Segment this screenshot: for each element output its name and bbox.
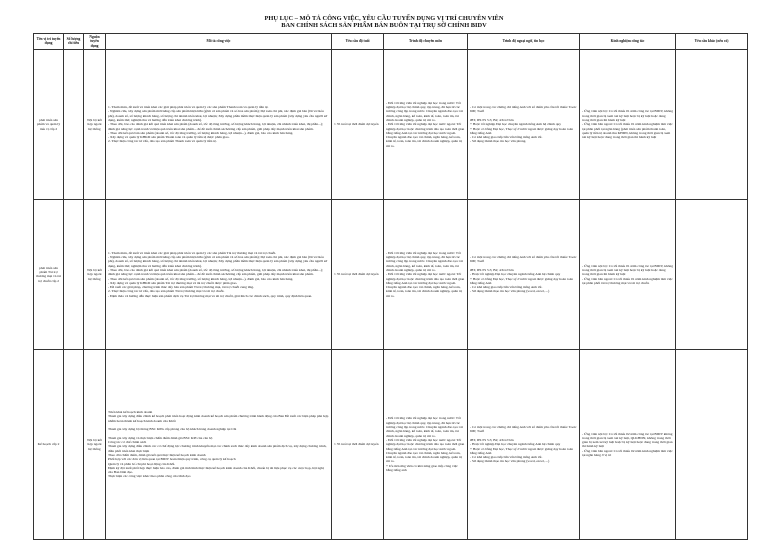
document-title-line-1: PHỤ LỤC – MÔ TẢ CÔNG VIỆC, YÊU CẦU TUYỂN DỤNG VỊ TRÍ CHUYÊN VIÊN — [264, 15, 504, 22]
column-header-position: Tên vị trí tuyển dụng — [34, 34, 64, 50]
table-row — [34, 49, 748, 199]
cell-experience: - Ứng viên nội bộ: Có tối thiểu 01 năm công tác tại BIDV, không trong thời gian bị xem xét kỷ luật hoặc bị kỷ luật hoặc đang trong thời gian thi hành kỷ luật - Ứng viên bên ngoài: Có tối thiểu 01 năm kinh nghiệm làm việc tại phân phối tài trợ thương mại và tài trợ chuỗi. — [580, 199, 676, 349]
table-header-row — [34, 34, 748, 50]
cell-language: - Có một trong các chứng chỉ tiếng Anh với số điểm yêu cầu tối thiểu: Toeic 600; Toefl iBT, IELTS 5.5; B2; 4/6 trở lên - Hoặc tốt nghiệp Đại học chuyên ngành tiếng Anh hệ chính quy + Hoặc có bằng Đại học, Thạc sỹ ở nước ngoài được giảng dạy hoàn toàn bằng tiếng Anh - Có khả năng giao tiếp bằn vấn bằng tiếng Anh tốt. - Sử dụng thành thạo tin học văn phòng (word, excel, ...) — [468, 349, 580, 539]
column-header-age: Yêu cầu độ tuổi — [332, 34, 384, 50]
cell-quantity — [64, 349, 84, 539]
cell-description: 1. Tham mưu, đề xuất và triển khai các giải pháp phát triển và quản lý các sản phẩm Tài trợ thương mại và tài trợ chuỗi. - Nghiên cứu, xây dựng sản phẩm mới/nâng cấp sản phẩm hiện hữu (gồm cả sản phẩm và số hóa sản phẩm); Dự toán chi phí, xác định giá bán (lãi và biểu phí), doanh số, số lượng khách hàng, số lượng chi nhánh triển khai, lợi nhuận; Xây dựng phần mềm thực hiện quản lý sản phẩm (xây dựng yêu cầu người sử dụng, kiểm thử, nghiệm thu và hướng dẫn triển khai chương trình). - Theo dõi, báo cáo đánh giá kết quả triển khai sản phẩm (doanh số, tốc độ tăng trưởng, số lượng khách hàng, lợi nhuận, chi nhánh triển khai, thị phần...); đánh giá năng lực cạnh tranh và hiệu quả triển khai sản phẩm... để đề xuất chính sách/nâng cấp sản phẩm, giải pháp đẩy mạnh triển khai sản phẩm. - Theo dõi kết quả bán sản phẩm (doanh số, tốc độ tăng trưởng, số lượng khách hàng, lợi nhuận...), đánh giá, báo cáo kinh bán hàng. - Xây dựng và quản lý KHKD sản phẩm Tài trợ thương mại và tài trợ chuỗi được phân giao. - Đề xuất các giải pháp, chương trình thúc đẩy bán sản phẩm Tài trợ thương mại, tài trợ chuỗi cung ứng. 2. Thực hiện công tác tư vấn, đào tạo sản phẩm Tài trợ thương mại và tài trợ chuỗi. - Định thảo và hướng dẫn thực hiện sản phẩm dịch vụ Tài trợ thương mại và tài trợ chuỗi, giải thích các chính sách, quy trình, quy định liên quan. — [106, 199, 332, 349]
column-header-description: Mô tả công việc — [106, 34, 332, 50]
cell-expertise: - Đối với ứng viên tốt nghiệp đại học trong nước: Tốt nghiệp đại học hệ chính quy, tập trung, đủ hạn từ các trường công lập trong nước. Chuyên ngành đào tạo: tài chính, ngân hàng, kế toán, kinh tế, toán, toán tin, tài chính doanh nghiệp, quản trị rủi ro. - Đối với ứng viên tốt nghiệp đại học nước ngoài: Tốt nghiệp đại học hoặc chương trình đào tạo toàn thời gian bằng tiếng Anh tại các trường đại học nước ngoài. Chuyên ngành đào tạo: tài chính, ngân hàng, kế toán, kinh tế, toán, toán tin, tài chính doanh nghiệp, quản trị rủi ro. + Ưu tiên ứng viên có khả năng giao tiếp công việc bằng tiếng anh — [384, 349, 468, 539]
document-title-line-2: BAN CHÍNH SÁCH SẢN PHẨM BÁN BUÔN TẠI TRỤ SỞ CHÍNH BIDV — [281, 22, 487, 29]
cell-age: ≤ 35 tuổi tại thời điểm dự tuyển — [332, 49, 384, 199]
cell-other — [676, 199, 748, 349]
column-header-source: Nguồn tuyển dụng — [84, 34, 106, 50]
column-header-experience: Kinh nghiệm công tác — [580, 34, 676, 50]
cell-quantity — [64, 199, 84, 349]
column-header-other: Yêu cầu khác (nếu có) — [676, 34, 748, 50]
cell-source: Nội bộ kết hợp ngoài hệ thống — [84, 349, 106, 539]
table-row — [34, 349, 748, 539]
cell-position: Kế hoạch cấp 2 — [34, 349, 64, 539]
cell-other — [676, 349, 748, 539]
job-description-table — [33, 33, 748, 540]
cell-description: Triển khai kế hoạch kinh doanh Tham gia xây dựng điều chỉnh kế hoạch phát triển hoạt động kinh doanh kế hoạch sản phẩm chương trình hành động của Ban Đề xuất các biện pháp phù hợp nhằm hoàn thành kế hoạch kinh doanh của Khối Tham gia xây dựng bộ thông BSC KPIs cấp phòng của bộ khách hàng doanh nghiệp tại Chi Tham gia xây dựng và thực hiện chấm điểm đánh giá BSC KPI của cán bộ Công tác cơ chế chính sách Tham gia xây dựng điều chỉnh các cơ chế động lực chương trình khuyến mại các chính sách thúc đẩy kinh doanh sản phẩm dịch vụ, xây dựng chương trình, điều phối triển khai thực hiện Theo dõi chấm điểm, đánh giá kết quả thực hiện kế hoạch kinh doanh Phối hợp với các đơn vị liên quan tại BIDV hoàn thiện quy trình, công cụ quản lý kế hoạch Quản lý và phân bổ chi phí hoạt động của Khối. Định kỳ đột xuất phối hợp thực hiện báo cáo, đánh giá tình hình thực hiện kế hoạch kinh doanh của Khối, chuẩn bị tài liệu phục vụ các cuộc họp, hội nghị của Ban lãnh đạo. Thực hiện các công việc khác theo phân công của lãnh đạo — [106, 349, 332, 539]
cell-source: Nội bộ kết hợp ngoài hệ thống — [84, 199, 106, 349]
cell-expertise: - Đối với ứng viên tốt nghiệp đại học trong nước: Tốt nghiệp đại học hệ chính quy, tập trung, đủ hạn từ các trường công lập trong nước. Chuyên ngành đào tạo: tài chính, ngân hàng, kế toán, kinh tế, toán, toán tin, tài chính doanh nghiệp, quản trị rủi ro. - Đối với ứng viên tốt nghiệp đại học nước ngoài: Tốt nghiệp đại học hoặc chương trình đào tạo toàn thời gian bằng tiếng Anh tại các trường đại học nước ngoài. Chuyên ngành đào tạo: tài chính, ngân hàng, kế toán, kinh tế, toán, toán tin, tài chính doanh nghiệp, quản trị rủi ro. — [384, 49, 468, 199]
column-header-language: Trình độ ngoại ngữ, tin học — [468, 34, 580, 50]
cell-source: Nội bộ kết hợp ngoài hệ thống — [84, 49, 106, 199]
cell-experience: - Ứng viên nội bộ: Có tối thiểu 01 năm công tác tại BIDV, không trong thời gian bị xem xét kỷ luật hoặc bị kỷ luật hoặc đang trong thời gian thi hành kỷ luật - Ứng viên bên ngoài: Có tối thiểu 01 năm kinh nghiệm làm việc tại phân phối tại ngân hàng (phát triển sản phẩm thanh toán, quản lý tiền tệ doanh thu KHDN, không trong thời gian bị xem xét kỷ luật hoặc đang trong thời gian thi hành kỷ luật — [580, 49, 676, 199]
cell-experience: - Ứng viên nội bộ: Có tối thiểu 02 năm công tác tại BIDV không trong thời gian bị xem xét kỷ luật, QLKHDN, không trong thời gian bị xem xét kỷ luật hoặc bị kỷ luật hoặc đang trong thời gian thi hành kỷ luật - Ứng viên bên ngoài: Có tối thiểu 02 năm kinh nghiệm làm việc tại ngân hàng ở vị trí — [580, 349, 676, 539]
column-header-expertise: Trình độ chuyên môn — [384, 34, 468, 50]
cell-position: phát triển sản phẩm và quản lý tiểu vị cấp 2 — [34, 49, 64, 199]
cell-quantity — [64, 49, 84, 199]
cell-age: ≤ 35 tuổi tại thời điểm dự tuyển — [332, 349, 384, 539]
cell-language: - Có một trong các chứng chỉ tiếng Anh với số điểm yêu cầu tối thiểu: Toeic 600; Toefl iBT, IELTS 5.5; B2; 4/6 trở lên + Hoặc tốt nghiệp Đại học chuyên ngành tiếng Anh hệ chính quy + Hoặc có bằng Đại học, Thạc sỹ ở nước ngoài được giảng dạy hoàn toàn bằng tiếng Anh - Có khả năng giao tiếp bằn vấn bằng tiếng Anh tốt. - Sử dụng thành thạo tin học văn phòng. — [468, 49, 580, 199]
cell-other — [676, 49, 748, 199]
cell-age: ≤ 35 tuổi tại thời điểm dự tuyển — [332, 199, 384, 349]
cell-expertise: - Đối với ứng viên tốt nghiệp đại học trong nước: Tốt nghiệp đại học hệ chính quy, tập trung, đủ hạn từ các trường công lập trong nước. Chuyên ngành đào tạo: tài chính, ngân hàng, kế toán, kinh tế, toán, toán tin, tài chính doanh nghiệp, quản trị rủi ro. - Đối với ứng viên tốt nghiệp đại học nước ngoài: Tốt nghiệp đại học hoặc chương trình đào tạo toàn thời gian bằng tiếng Anh tại các trường đại học nước ngoài. Chuyên ngành đào tạo: tài chính, ngân hàng, kế toán, kinh tế, toán, toán tin, tài chính doanh nghiệp, quản trị rủi ro. — [384, 199, 468, 349]
cell-position: phát triển sản phẩm Tài trợ thương mại và tài trợ chuỗi cấp 2 — [34, 199, 64, 349]
table-row — [34, 199, 748, 349]
column-header-quantity: Số lượng chỉ tiêu — [64, 34, 84, 50]
cell-language: - Có một trong các chứng chỉ tiếng Anh với số điểm yêu cầu tối thiểu: Toeic 600; Toefl iBT, IELTS 5.5; B2; 4/6 trở lên - Hoặc tốt nghiệp Đại học chuyên ngành tiếng Anh hệ chính quy + Hoặc có bằng Đại học, Thạc sỹ ở nước ngoài được giảng dạy hoàn toàn bằng tiếng Anh - Có khả năng giao tiếp bằn vấn bằng tiếng Anh tốt. - Sử dụng thành thạo tin học văn phòng (word, excel, ...) — [468, 199, 580, 349]
cell-description: 1. Tham mưu, đề xuất và triển khai các giải pháp phát triển và quản lý các sản phẩm Thanh toán và quản lý tiền tệ. - Nghiên cứu, xây dựng sản phẩm mới/nâng cấp sản phẩm hiện hữu (gồm cả sản phẩm và sổ hóa sản phẩm); Dự toán chi phí, xác định giá bán (lãi và biểu phí), doanh số, số lượng khách hàng, số lượng chi nhánh triển khai, lợi nhuận; Xây dựng phần mềm thực hiện quản lý sản phẩm (xây dựng yêu cầu người sử dụng, kiểm thử, nghiệm thu và hướng dẫn triển khai chương trình). - Theo dõi, báo cáo đánh giá kết quả triển khai sản phẩm (doanh số, tốc độ tăng trưởng, số lượng khách hàng, lợi nhuận, chi nhánh triển khai, thị phần...); đánh giá năng lực cạnh tranh và hiệu quả triển khai sản phẩm... để đề xuất chính sách/nâng cấp sản phẩm, giải pháp đẩy mạnh triển khai sản phẩm. - Theo dõi kết quả bán sản phẩm (doanh số, tốc độ tăng trưởng, số lượng khách hàng, lợi nhuận...), đánh giá, báo cáo kinh bán hàng. - Xây dựng và quản lý KHKD sản phẩm Thanh toán và quản lý tiền tệ được phân giao. 2. Thực hiện công tác tư vấn, đào tạo sản phẩm Thanh toán và quản lý tiền tệ. — [106, 49, 332, 199]
